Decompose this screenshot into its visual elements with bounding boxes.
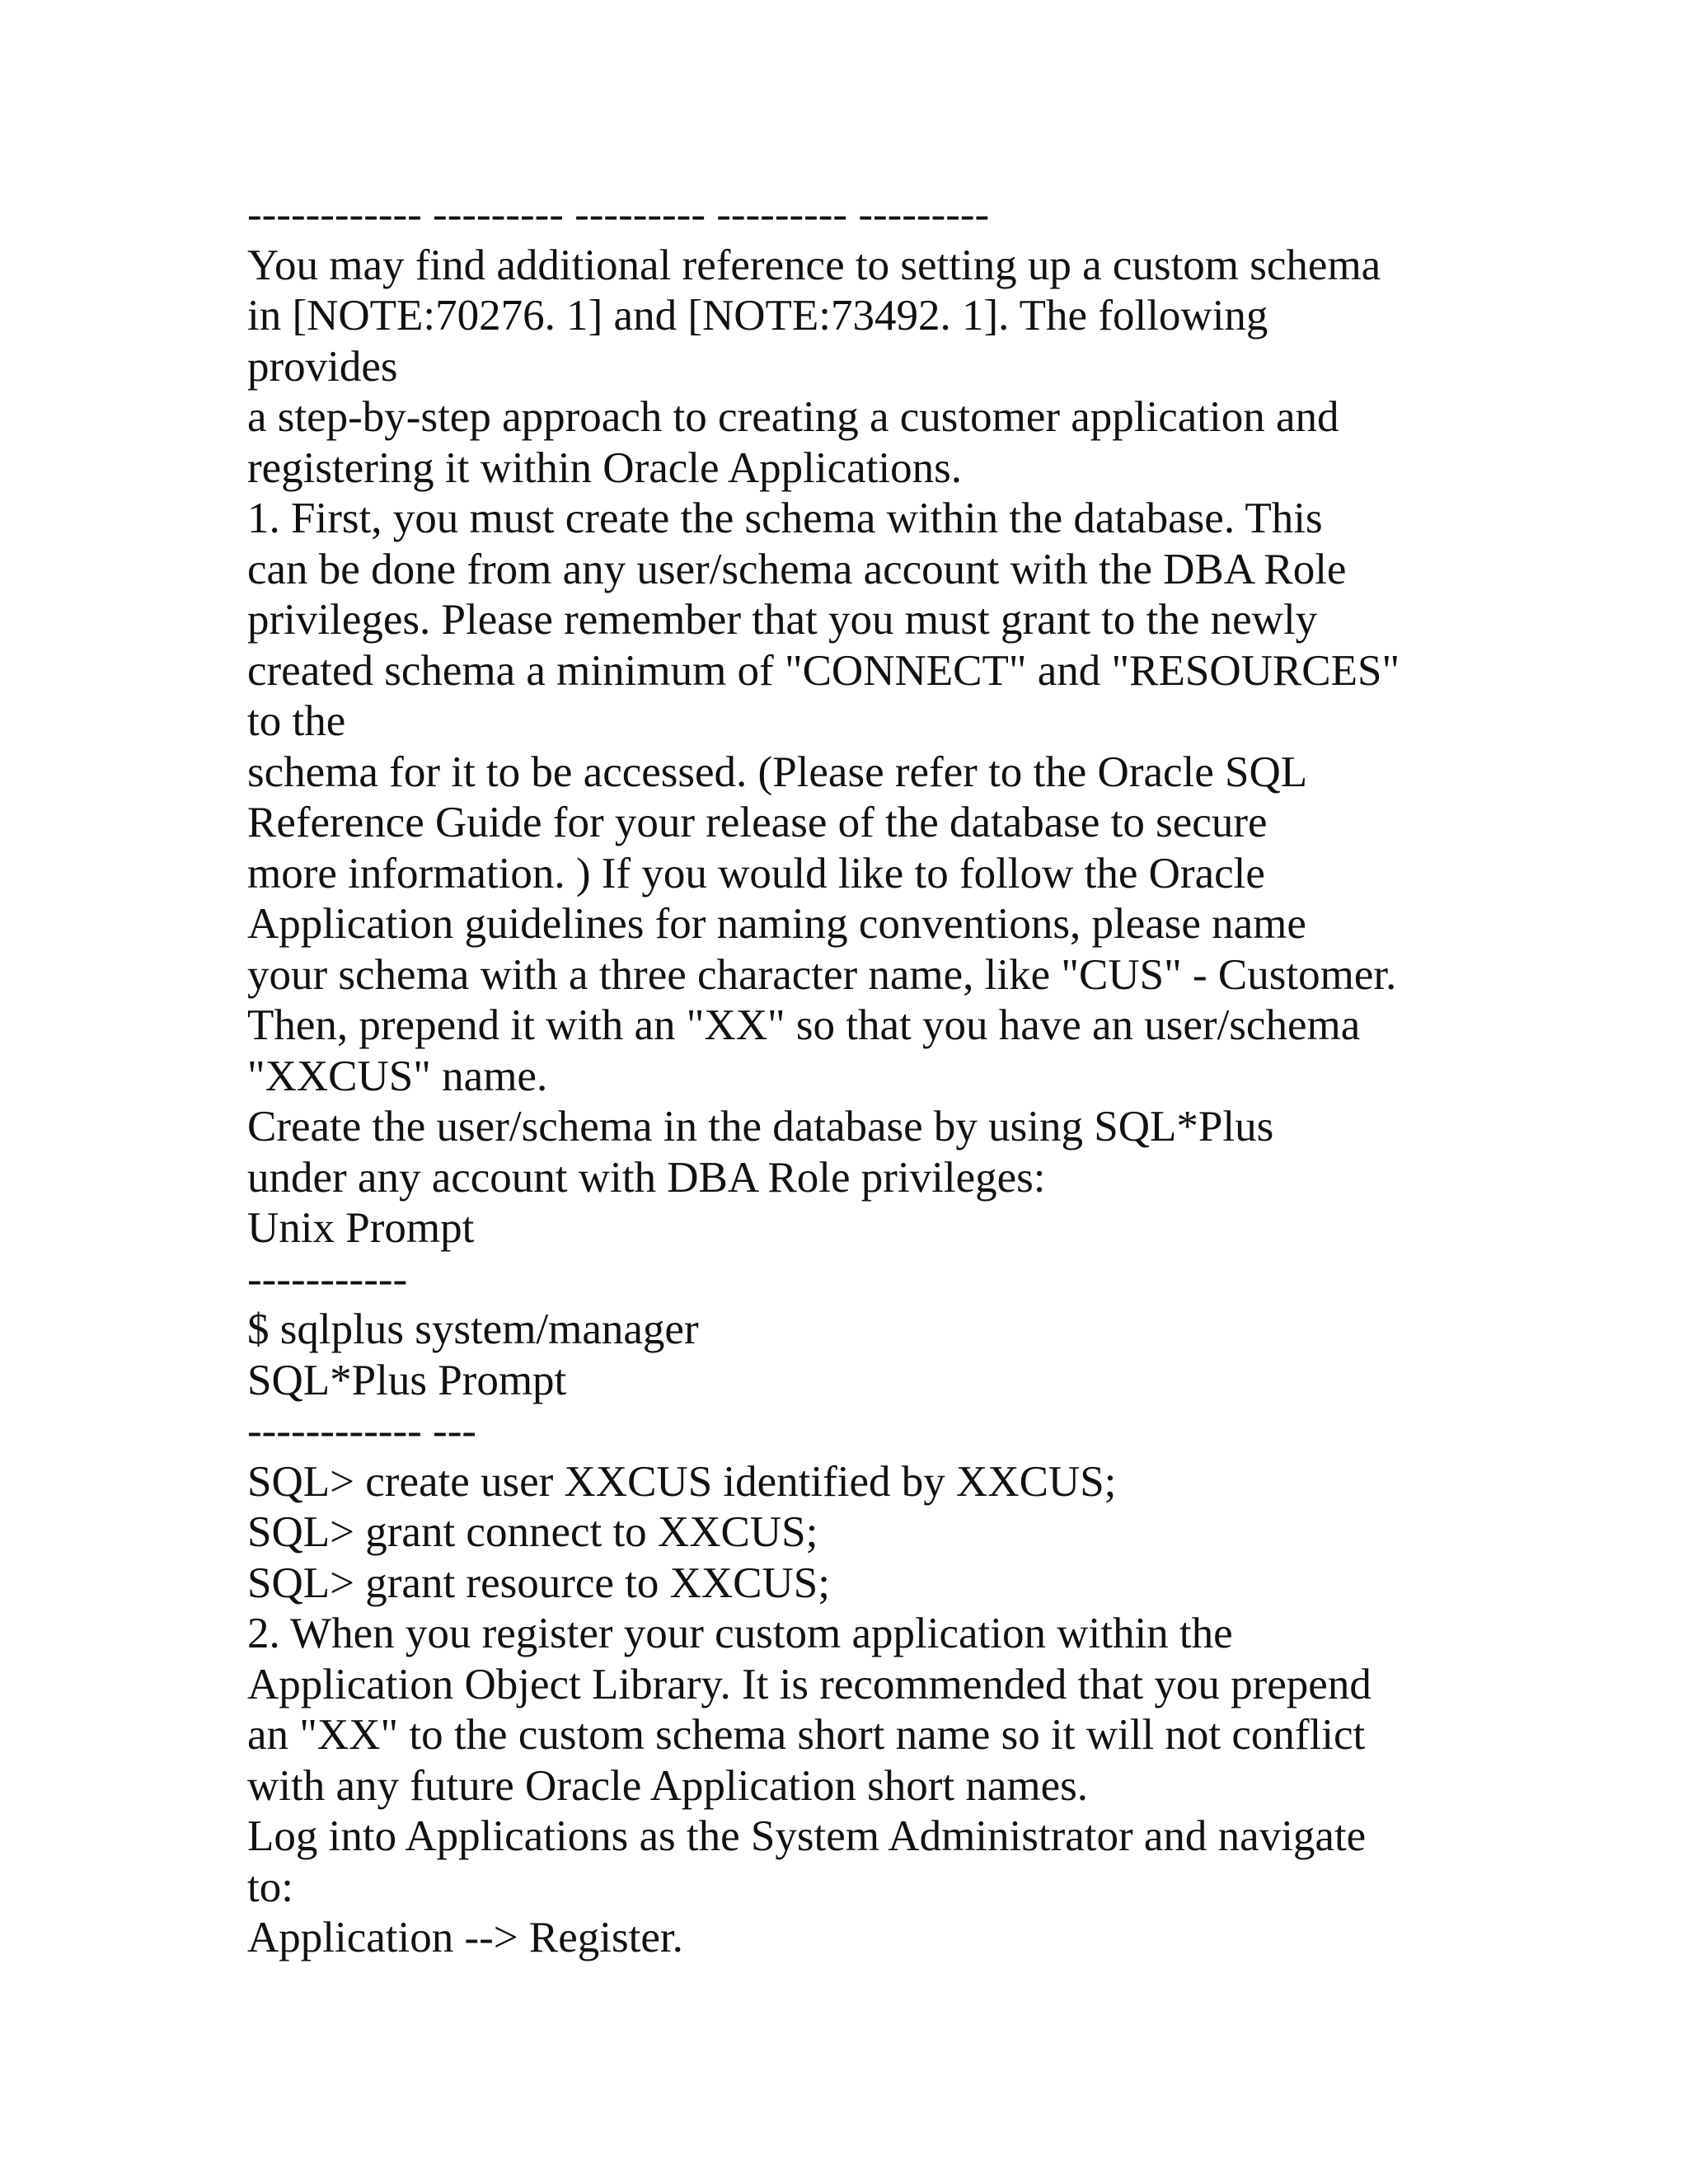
- text-line: Application --> Register.: [247, 1914, 683, 1961]
- text-line: in [NOTE:70276. 1] and [NOTE:73492. 1]. The following: [247, 292, 1268, 340]
- text-line: Application guidelines for naming conventions, please name: [247, 900, 1306, 948]
- separator-line: ------------ ---: [247, 1407, 476, 1455]
- text-line: under any account with DBA Role privileges:: [247, 1153, 1046, 1202]
- text-line: "XXCUS" name.: [247, 1052, 548, 1100]
- text-line: an "XX" to the custom schema short name so it will not conflict: [247, 1711, 1366, 1759]
- document-body: [247, 190, 1665, 1964]
- text-line: 1. First, you must create the schema within the database. This: [247, 494, 1323, 542]
- text-line: privileges. Please remember that you must grant to the newly: [247, 596, 1318, 644]
- text-line: more information. ) If you would like to follow the Oracle: [247, 849, 1265, 898]
- command-line: SQL> grant resource to XXCUS;: [247, 1558, 831, 1607]
- text-line: Log into Applications as the System Administrator and navigate: [247, 1812, 1367, 1860]
- text-line: created schema a minimum of "CONNECT" and "RESOURCES": [247, 646, 1400, 695]
- text-line: to:: [247, 1863, 293, 1911]
- text-line: with any future Oracle Application short names.: [247, 1761, 1088, 1810]
- sqlplus-prompt-heading: SQL*Plus Prompt: [247, 1356, 567, 1404]
- text-line: registering it within Oracle Applications.: [247, 443, 962, 492]
- text-line: Reference Guide for your release of the database to secure: [247, 799, 1268, 846]
- separator-line: ------------ --------- --------- --------- ---------: [247, 190, 990, 238]
- text-line: provides: [247, 342, 398, 391]
- text-line: schema for it to be accessed. (Please refer to the Oracle SQL: [247, 748, 1308, 796]
- text-line: 2. When you register your custom application within the: [247, 1610, 1233, 1657]
- command-line: SQL> grant connect to XXCUS;: [247, 1508, 818, 1556]
- text-line: You may find additional reference to setting up a custom schema: [247, 241, 1381, 289]
- separator-line: -----------: [247, 1254, 408, 1303]
- text-line: Create the user/schema in the database by using SQL*Plus: [247, 1103, 1274, 1151]
- text-line: Then, prepend it with an "XX" so that you have an user/schema: [247, 1001, 1361, 1049]
- text-line: Application Object Library. It is recommended that you prepend: [247, 1660, 1372, 1708]
- command-line: SQL> create user XXCUS identified by XXCUS;: [247, 1457, 1117, 1506]
- text-line: your schema with a three character name, like "CUS" - Customer.: [247, 950, 1397, 999]
- unix-prompt-heading: Unix Prompt: [247, 1204, 475, 1252]
- text-line: can be done from any user/schema account with the DBA Role: [247, 545, 1347, 593]
- text-line: a step-by-step approach to creating a customer application and: [247, 393, 1339, 441]
- command-line: $ sqlplus system/manager: [247, 1305, 699, 1353]
- text-line: to the: [247, 697, 346, 745]
